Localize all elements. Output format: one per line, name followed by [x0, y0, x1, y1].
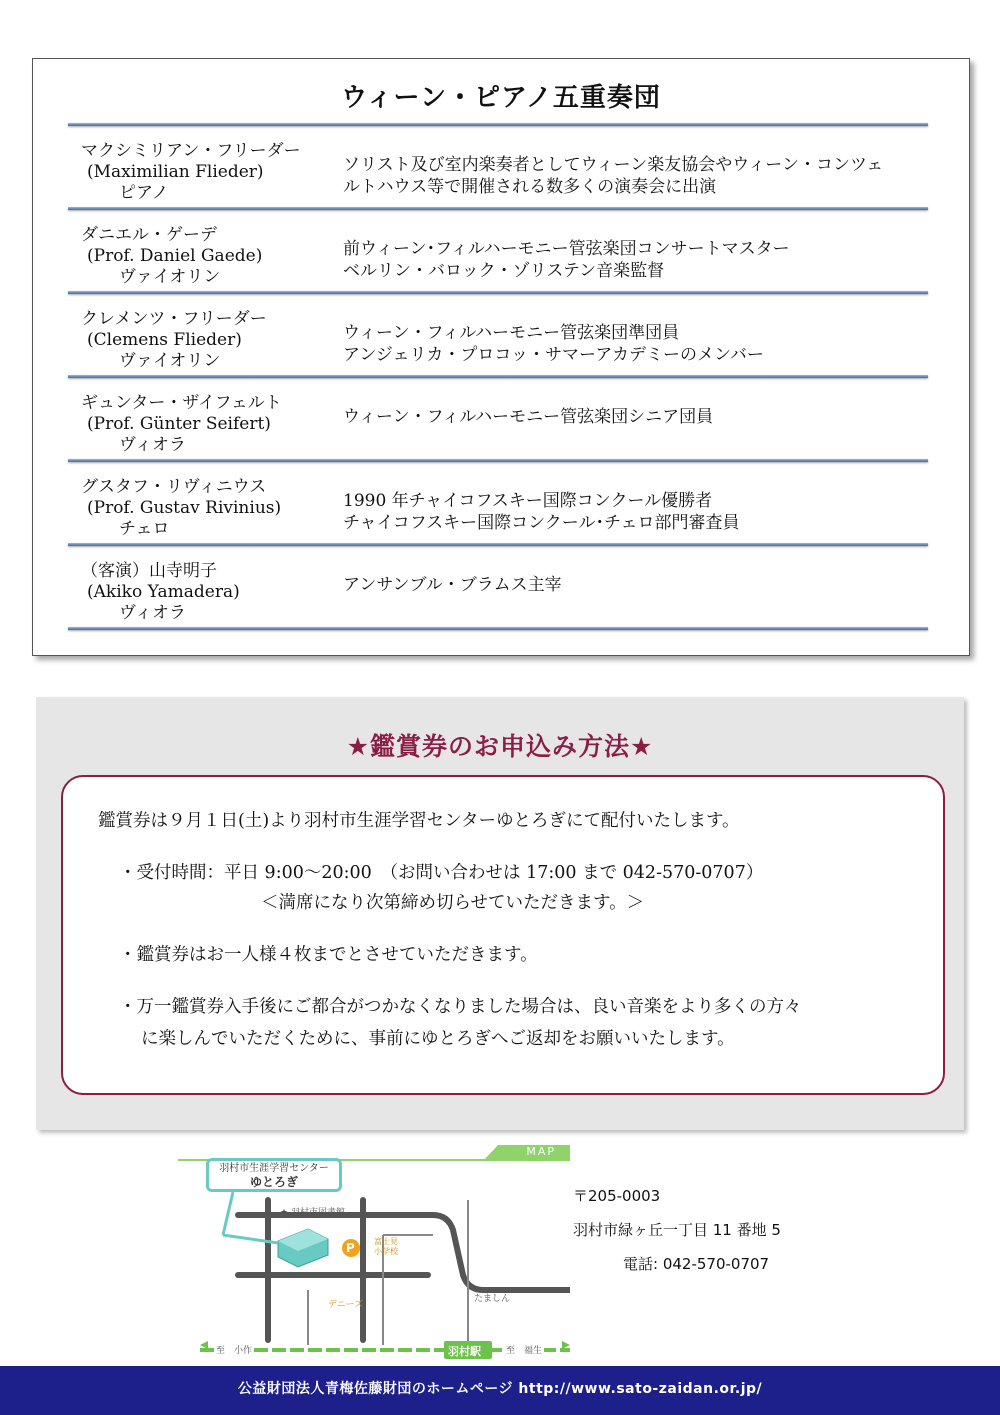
member-instrument: チェロ — [119, 519, 170, 539]
dennys-label: デニーズ — [328, 1300, 364, 1310]
divider — [68, 291, 928, 294]
to-ozaku-label: 至 小作 — [214, 1343, 254, 1356]
ticket-cancel-line: ・万一鑑賞券入手後にご都合がつかなくなりました場合は、良い音楽をより多くの方々 — [119, 997, 802, 1017]
member-description — [343, 406, 933, 428]
station-label: 羽村駅 — [448, 1345, 481, 1358]
member-name-en: (Clemens Flieder) — [87, 330, 242, 350]
ensemble-box — [32, 58, 970, 656]
divider — [68, 123, 928, 126]
ticket-cancel-line: に楽しんでいただくために、事前にゆとろぎへご返却をお願いいたします。 — [141, 1029, 735, 1049]
member-name-en: (Prof. Günter Seifert) — [87, 414, 271, 434]
member-name — [81, 477, 341, 540]
member-description — [343, 154, 933, 198]
ticket-panel — [36, 697, 964, 1130]
description-line: ベルリン・バロック・ゾリステン音楽監督 — [343, 261, 665, 281]
member-instrument: ヴィオラ — [119, 603, 186, 623]
member-description — [343, 574, 933, 596]
school-label — [374, 1237, 398, 1257]
footer-bar — [0, 1366, 1000, 1415]
to-fussa-label: 至 福生 — [504, 1343, 544, 1356]
ticket-hours-note: ＜満席になり次第締め切らせていただきます。＞ — [261, 893, 645, 913]
member-name-ja: グスタフ・リヴィニウス — [81, 477, 267, 497]
member-name — [81, 309, 341, 372]
member-description — [343, 490, 933, 534]
facility-nickname: ゆとろぎ — [249, 1175, 298, 1189]
school-label-line: 富士見 — [374, 1237, 398, 1246]
description-line: ウィーン・フィルハーモニー管弦楽団シニア団員 — [343, 407, 714, 427]
member-name — [81, 393, 341, 456]
street-address: 羽村市緑ヶ丘一丁目 11 番地 5 — [573, 1221, 781, 1239]
member-name — [81, 561, 341, 624]
homepage-link[interactable]: 公益財団法人青梅佐藤財団のホームページ http://www.sato-zaidan.or.jp/ — [237, 1381, 763, 1397]
facility-name: 羽村市生涯学習センター — [219, 1163, 329, 1174]
divider — [68, 207, 928, 210]
member-name-ja: マクシミリアン・フリーダー — [81, 141, 301, 161]
divider — [68, 459, 928, 462]
description-line: チャイコフスキー国際コンクール･チェロ部門審査員 — [343, 513, 740, 533]
ticket-heading: ★鑑賞券のお申込み方法★ — [346, 732, 654, 761]
description-line: ソリスト及び室内楽奏者としてウィーン楽友協会やウィーン・コンツェ — [343, 155, 884, 175]
member-name — [81, 225, 341, 288]
ensemble-title: ウィーン・ピアノ五重奏団 — [341, 83, 661, 113]
tamashin-label: たましん — [474, 1294, 511, 1304]
parking-icon: P — [346, 1241, 355, 1255]
divider — [68, 375, 928, 378]
member-name-ja: ダニエル・ゲーデ — [81, 225, 217, 245]
description-line: 前ウィーン･フィルハーモニー管弦楽団コンサートマスター — [343, 239, 790, 259]
member-name-ja: （客演）山寺明子 — [81, 561, 217, 581]
description-line: ウィーン・フィルハーモニー管弦楽団準団員 — [343, 323, 680, 343]
ticket-limit: ・鑑賞券はお一人様４枚までとさせていただきます。 — [119, 945, 538, 965]
divider — [68, 543, 928, 546]
postal-code: 〒205-0003 — [573, 1187, 661, 1205]
member-name-ja: クレメンツ・フリーダー — [81, 309, 267, 329]
ticket-intro: 鑑賞券は９月１日(土)より羽村市生涯学習センターゆとろぎにて配付いたします。 — [98, 811, 740, 831]
member-name-ja: ギュンター・ザイフェルト — [81, 393, 282, 413]
member-instrument: ヴィオラ — [119, 435, 186, 455]
member-name-en: (Akiko Yamadera) — [87, 582, 240, 602]
phone-number: 電話: 042-570-0707 — [623, 1255, 770, 1273]
facility-callout — [206, 1158, 342, 1192]
divider — [68, 627, 928, 630]
description-line: 1990 年チャイコフスキー国際コンクール優勝者 — [343, 491, 713, 511]
member-name-en: (Prof. Gustav Rivinius) — [87, 498, 282, 518]
description-line: ルトハウス等で開催される数多くの演奏会に出演 — [343, 177, 717, 197]
member-instrument: ヴァイオリン — [119, 351, 221, 371]
ticket-info-box — [61, 775, 945, 1095]
school-label-line: 小学校 — [374, 1247, 398, 1256]
member-description — [343, 322, 933, 366]
map-label: MAP — [526, 1145, 556, 1158]
ticket-hours: ・受付時間：平日 9:00～20:00 （お問い合わせは 17:00 まで 042-570-0707） — [119, 863, 764, 883]
description-line: アンサンブル・ブラムス主宰 — [343, 575, 562, 595]
member-name-en: (Prof. Daniel Gaede) — [87, 246, 263, 266]
member-name — [81, 141, 341, 204]
location-map — [178, 1145, 570, 1363]
description-line: アンジェリカ・プロコッ・サマーアカデミーのメンバー — [343, 345, 764, 365]
member-instrument: ピアノ — [119, 183, 169, 203]
member-instrument: ヴァイオリン — [119, 267, 221, 287]
library-label: ★ 羽村市図書館 — [280, 1208, 345, 1218]
member-name-en: (Maximilian Flieder) — [87, 162, 264, 182]
member-description — [343, 238, 933, 282]
